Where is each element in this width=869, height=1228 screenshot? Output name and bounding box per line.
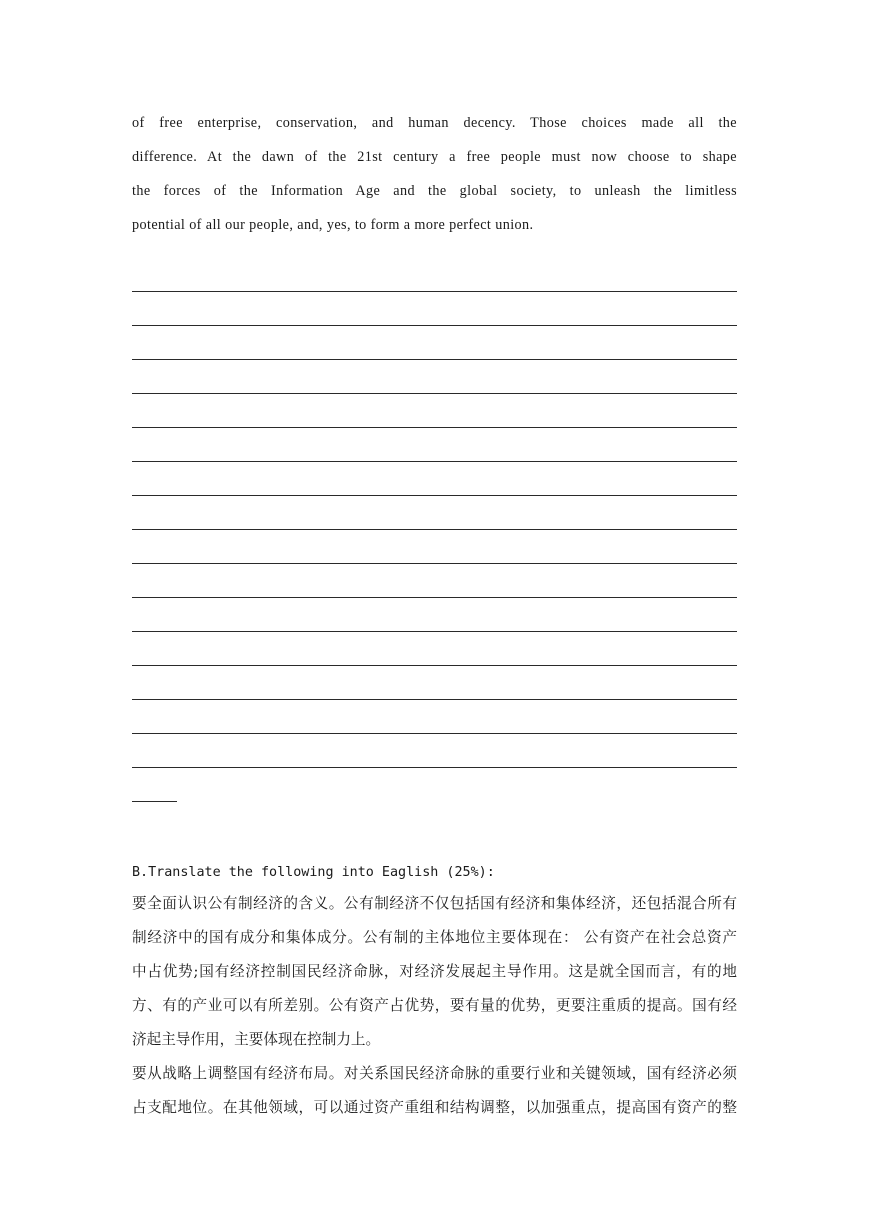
answer-blank-line	[132, 514, 737, 548]
answer-blank-line	[132, 344, 737, 378]
passage-line: difference. At the dawn of the 21st century a free people must now choose to shape	[132, 149, 737, 165]
answer-blank-line-short	[132, 786, 737, 820]
answer-blank-line	[132, 480, 737, 514]
answer-blank-line	[132, 310, 737, 344]
passage-line: potential of all our people, and, yes, to form a more perfect union.	[132, 217, 534, 233]
answer-blank-line	[132, 684, 737, 718]
answer-blank-line	[132, 276, 737, 310]
answer-blank-line	[132, 718, 737, 752]
answer-blank-line	[132, 446, 737, 480]
answer-writing-area	[132, 276, 737, 820]
answer-blank-line	[132, 650, 737, 684]
chinese-line: 要从战略上调整国有经济布局。对关系国民经济命脉的重要行业和关键领域，国有经济必须	[132, 1065, 737, 1082]
chinese-line: 方、有的产业可以有所差别。公有资产占优势，要有量的优势，更要注重质的提高。国有经	[132, 997, 737, 1014]
english-passage	[132, 106, 737, 242]
chinese-line: 占支配地位。在其他领域，可以通过资产重组和结构调整，以加强重点，提高国有资产的整	[132, 1099, 737, 1116]
chinese-line: 中占优势;国有经济控制国民经济命脉，对经济发展起主导作用。这是就全国而言，有的地	[132, 963, 737, 980]
chinese-paragraph-2	[132, 1057, 737, 1125]
chinese-line: 济起主导作用，主要体现在控制力上。	[132, 1031, 381, 1048]
section-b-heading: B.Translate the following into Eaglish (25%):	[132, 865, 495, 880]
answer-blank-line	[132, 412, 737, 446]
chinese-paragraph-1	[132, 887, 737, 1057]
answer-blank-line	[132, 582, 737, 616]
chinese-line: 要全面认识公有制经济的含义。公有制经济不仅包括国有经济和集体经济，还包括混合所有	[132, 895, 737, 912]
chinese-line: 制经济中的国有成分和集体成分。公有制的主体地位主要体现在： 公有资产在社会总资产	[132, 929, 737, 946]
answer-blank-line	[132, 378, 737, 412]
passage-line: the forces of the Information Age and the global society, to unleash the limitless	[132, 183, 737, 199]
passage-line: of free enterprise, conservation, and human decency. Those choices made all the	[132, 115, 737, 131]
answer-blank-line	[132, 616, 737, 650]
answer-blank-line	[132, 548, 737, 582]
answer-blank-line	[132, 752, 737, 786]
